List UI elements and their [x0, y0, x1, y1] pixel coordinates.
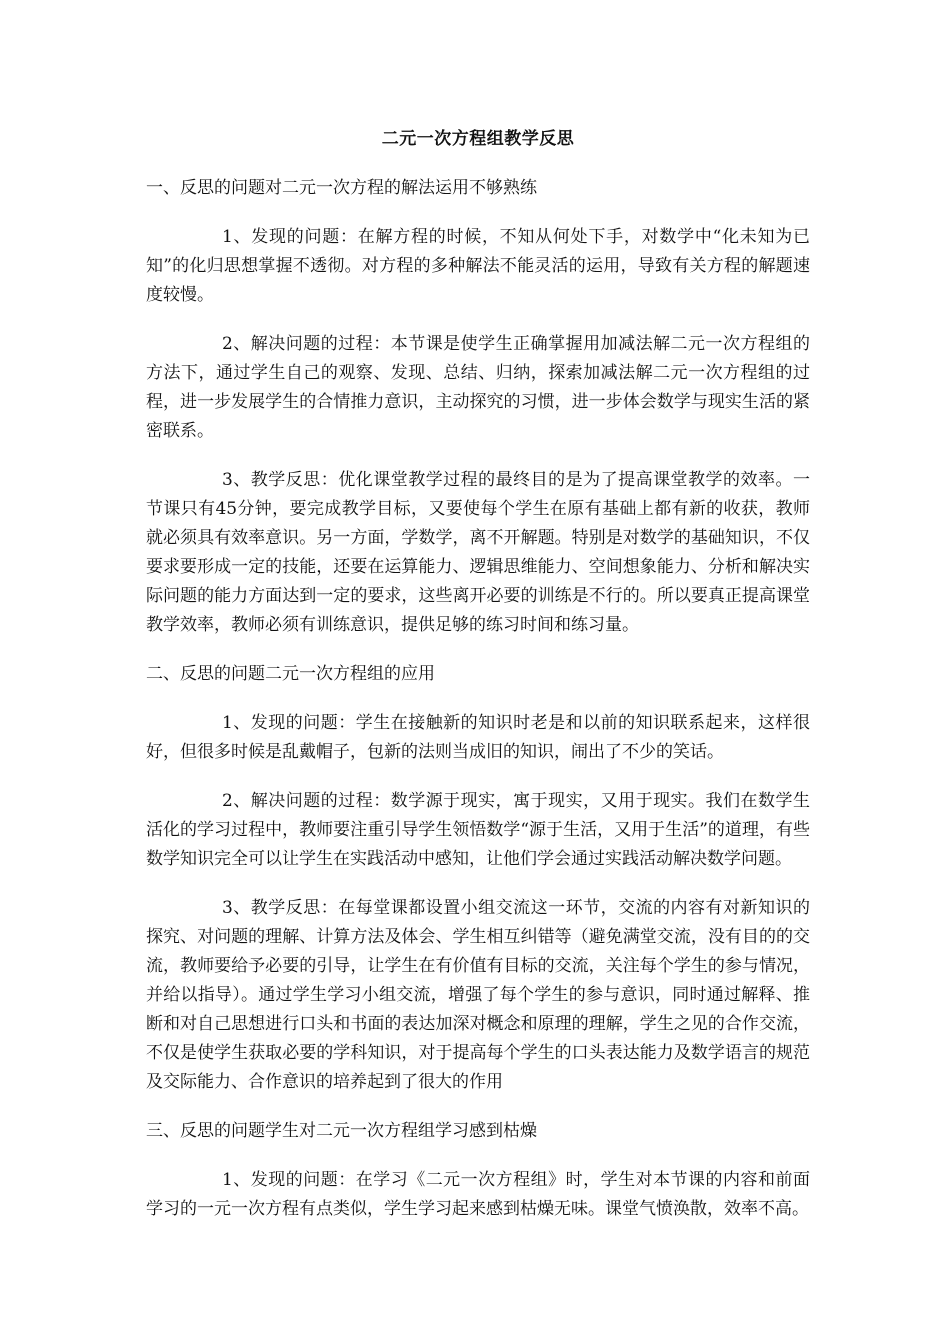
paragraph: 1、发现的问题：学生在接触新的知识时老是和以前的知识联系起来，这样很好，但很多时候是乱戴帽子，包新的法则当成旧的知识，闹出了不少的笑话。 — [146, 713, 810, 762]
section-heading: 一、反思的问题对二元一次方程的解法运用不够熟练 — [146, 178, 537, 198]
paragraph: 1、发现的问题：在解方程的时候，不知从何处下手，对数学中“化未知为已知”的化归思想掌握不透彻。对方程的多种解法不能灵活的运用，导致有关方程的解题速度较慢。 — [146, 227, 810, 305]
document-title: 二元一次方程组教学反思 — [381, 129, 575, 149]
section-3 — [146, 1117, 810, 1224]
paragraph: 3、教学反思：优化课堂教学过程的最终目的是为了提高课堂教学的效率。一节课只有45分钟，要完成教学目标，又要使每个学生在原有基础上都有新的收获，教师就必须具有效率意识。另一方面，学数学，离不开解题。特别是对数学的基础知识，不仅要求要形成一定的技能，还要在运算能力、逻辑思维能力、空间想象能力、分析和解决实际问题的能力方面达到一定的要求，这些离开必要的训练是不行的。所以要真正提高课堂教学效率，教师必须有训练意识，提供足够的练习时间和练习量。 — [146, 470, 810, 635]
paragraph: 3、教学反思：在每堂课都设置小组交流这一环节，交流的内容有对新知识的探究、对问题的理解、计算方法及体会、学生相互纠错等（避免满堂交流，没有目的的交流，教师要给予必要的引导，让学生在有价值有目标的交流，关注每个学生的参与情况，并给以指导）。通过学生学习小组交流，增强了每个学生的参与意识，同时通过解释、推断和对自己思想进行口头和书面的表达加深对概念和原理的理解，学生之见的合作交流，不仅是使学生获取必要的学科知识，对于提高每个学生的口头表达能力及数学语言的规范及交际能力、合作意识的培养起到了很大的作用 — [146, 898, 810, 1092]
section-heading: 二、反思的问题二元一次方程组的应用 — [146, 664, 435, 684]
document-page — [146, 126, 810, 1244]
paragraph: 2、解决问题的过程：数学源于现实，寓于现实，又用于现实。我们在数学生活化的学习过程中，教师要注重引导学生领悟数学“源于生活，又用于生活”的道理，有些数学知识完全可以让学生在实践活动中感知，让他们学会通过实践活动解决数学问题。 — [146, 791, 810, 869]
section-heading: 三、反思的问题学生对二元一次方程组学习感到枯燥 — [146, 1121, 537, 1141]
paragraph: 1、发现的问题：在学习《二元一次方程组》时，学生对本节课的内容和前面学习的一元一次方程有点类似，学生学习起来感到枯燥无味。课堂气愤涣散，效率不高。 — [146, 1170, 810, 1219]
section-2 — [146, 660, 810, 1097]
paragraph: 2、解决问题的过程：本节课是使学生正确掌握用加减法解二元一次方程组的方法下，通过学生自己的观察、发现、总结、归纳，探索加减法解二元一次方程组的过程，进一步发展学生的合情推力意识，主动探究的习惯，进一步体会数学与现实生活的紧密联系。 — [146, 334, 810, 441]
section-1 — [146, 174, 810, 640]
